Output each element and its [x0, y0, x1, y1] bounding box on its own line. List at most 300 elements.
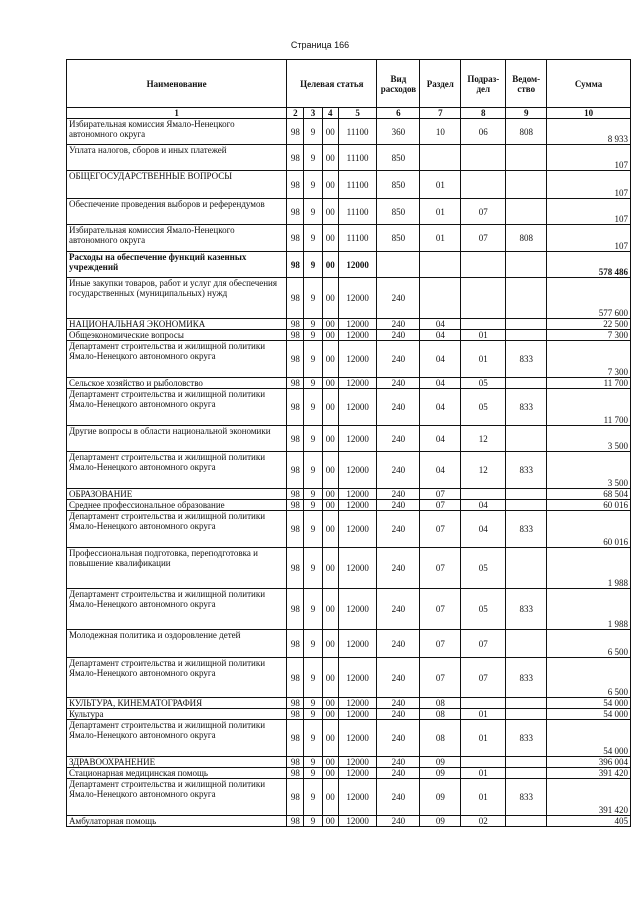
subsection-code: 12	[461, 426, 506, 452]
target-code-3: 00	[322, 658, 338, 698]
department-code: 833	[506, 389, 547, 426]
target-code-4: 12000	[338, 779, 377, 816]
section-code: 10	[420, 119, 461, 145]
target-code-2: 9	[304, 389, 322, 426]
target-code-2: 9	[304, 278, 322, 319]
column-number: 2	[287, 108, 304, 119]
header-section: Раздел	[420, 60, 461, 108]
row-sum: 11 700	[547, 389, 631, 426]
table-row	[67, 225, 631, 252]
target-code-1: 98	[287, 330, 304, 341]
department-code	[506, 319, 547, 330]
subsection-code: 01	[461, 330, 506, 341]
table-row	[67, 768, 631, 779]
target-code-1: 98	[287, 511, 304, 548]
subsection-code: 01	[461, 341, 506, 378]
target-code-4: 12000	[338, 720, 377, 757]
subsection-code: 04	[461, 500, 506, 511]
expense-type: 240	[377, 378, 420, 389]
department-code	[506, 630, 547, 658]
subsection-code	[461, 319, 506, 330]
row-name: Среднее профессиональное образование	[67, 500, 287, 511]
subsection-code: 01	[461, 768, 506, 779]
target-code-4: 12000	[338, 389, 377, 426]
target-code-3: 00	[322, 489, 338, 500]
header-subsection: Подраз- дел	[461, 60, 506, 108]
section-code: 09	[420, 757, 461, 768]
target-code-1: 98	[287, 489, 304, 500]
target-code-3: 00	[322, 252, 338, 278]
subsection-code: 07	[461, 225, 506, 252]
target-code-4: 12000	[338, 658, 377, 698]
target-code-3: 00	[322, 278, 338, 319]
section-code: 04	[420, 330, 461, 341]
target-code-2: 9	[304, 768, 322, 779]
target-code-3: 00	[322, 630, 338, 658]
target-code-4: 12000	[338, 341, 377, 378]
target-code-1: 98	[287, 145, 304, 171]
target-code-4: 12000	[338, 816, 377, 827]
expense-type: 240	[377, 511, 420, 548]
section-code: 07	[420, 658, 461, 698]
row-name: Профессиональная подготовка, переподготовка и повышение квалификации	[67, 548, 287, 589]
section-code: 09	[420, 768, 461, 779]
department-code	[506, 816, 547, 827]
target-code-2: 9	[304, 757, 322, 768]
section-code: 08	[420, 720, 461, 757]
target-code-3: 00	[322, 816, 338, 827]
target-code-4: 12000	[338, 278, 377, 319]
section-code: 08	[420, 709, 461, 720]
column-number-row	[67, 108, 631, 119]
row-sum: 578 486	[547, 252, 631, 278]
section-code: 04	[420, 378, 461, 389]
subsection-code	[461, 278, 506, 319]
target-code-4: 12000	[338, 757, 377, 768]
row-sum: 391 420	[547, 768, 631, 779]
table-row	[67, 630, 631, 658]
target-code-4: 12000	[338, 768, 377, 779]
table-row	[67, 145, 631, 171]
target-code-4: 12000	[338, 378, 377, 389]
header-sum: Сумма	[547, 60, 631, 108]
header-target: Целевая статья	[287, 60, 377, 108]
target-code-2: 9	[304, 511, 322, 548]
department-code: 833	[506, 452, 547, 489]
target-code-2: 9	[304, 341, 322, 378]
section-code: 04	[420, 389, 461, 426]
expense-type: 240	[377, 630, 420, 658]
target-code-1: 98	[287, 119, 304, 145]
target-code-1: 98	[287, 452, 304, 489]
subsection-code	[461, 698, 506, 709]
subsection-code: 05	[461, 378, 506, 389]
target-code-1: 98	[287, 500, 304, 511]
target-code-1: 98	[287, 548, 304, 589]
subsection-code: 06	[461, 119, 506, 145]
section-code: 04	[420, 341, 461, 378]
table-row	[67, 548, 631, 589]
row-sum: 405	[547, 816, 631, 827]
target-code-1: 98	[287, 278, 304, 319]
target-code-1: 98	[287, 768, 304, 779]
target-code-1: 98	[287, 816, 304, 827]
row-name: Амбулаторная помощь	[67, 816, 287, 827]
expense-type: 240	[377, 757, 420, 768]
column-number: 6	[377, 108, 420, 119]
row-name: Расходы на обеспечение функций казенных учреждений	[67, 252, 287, 278]
expense-type: 240	[377, 489, 420, 500]
target-code-3: 00	[322, 511, 338, 548]
target-code-2: 9	[304, 145, 322, 171]
row-name: Иные закупки товаров, работ и услуг для обеспечения государственных (муниципальных) нужд	[67, 278, 287, 319]
table-row	[67, 199, 631, 225]
row-sum: 60 016	[547, 500, 631, 511]
subsection-code: 02	[461, 816, 506, 827]
target-code-3: 00	[322, 426, 338, 452]
section-code	[420, 145, 461, 171]
section-code: 07	[420, 630, 461, 658]
row-sum: 107	[547, 145, 631, 171]
row-name: Уплата налогов, сборов и иных платежей	[67, 145, 287, 171]
target-code-4: 12000	[338, 252, 377, 278]
column-number: 3	[304, 108, 322, 119]
table-row	[67, 658, 631, 698]
row-name: Культура	[67, 709, 287, 720]
target-code-3: 00	[322, 378, 338, 389]
section-code: 04	[420, 319, 461, 330]
row-sum: 1 988	[547, 589, 631, 630]
row-sum: 1 988	[547, 548, 631, 589]
section-code: 08	[420, 698, 461, 709]
section-code: 07	[420, 589, 461, 630]
department-code	[506, 698, 547, 709]
row-sum: 7 300	[547, 330, 631, 341]
target-code-2: 9	[304, 698, 322, 709]
department-code	[506, 278, 547, 319]
table-row	[67, 389, 631, 426]
row-name: ОБЩЕГОСУДАРСТВЕННЫЕ ВОПРОСЫ	[67, 171, 287, 199]
target-code-1: 98	[287, 658, 304, 698]
target-code-4: 11100	[338, 225, 377, 252]
section-code	[420, 252, 461, 278]
row-name: Обеспечение проведения выборов и референдумов	[67, 199, 287, 225]
expense-type: 240	[377, 768, 420, 779]
section-code: 01	[420, 225, 461, 252]
target-code-3: 00	[322, 119, 338, 145]
row-sum: 107	[547, 199, 631, 225]
target-code-4: 12000	[338, 500, 377, 511]
target-code-3: 00	[322, 319, 338, 330]
expense-type: 240	[377, 779, 420, 816]
target-code-2: 9	[304, 330, 322, 341]
target-code-2: 9	[304, 225, 322, 252]
section-code: 09	[420, 779, 461, 816]
column-number: 7	[420, 108, 461, 119]
target-code-1: 98	[287, 426, 304, 452]
header-row	[67, 60, 631, 108]
target-code-4: 12000	[338, 709, 377, 720]
department-code	[506, 548, 547, 589]
section-code: 04	[420, 452, 461, 489]
target-code-2: 9	[304, 171, 322, 199]
subsection-code	[461, 489, 506, 500]
target-code-1: 98	[287, 341, 304, 378]
row-sum: 391 420	[547, 779, 631, 816]
section-code: 07	[420, 511, 461, 548]
department-code: 833	[506, 341, 547, 378]
table-row	[67, 816, 631, 827]
target-code-3: 00	[322, 757, 338, 768]
table-row	[67, 500, 631, 511]
target-code-3: 00	[322, 341, 338, 378]
row-name: Департамент строительства и жилищной политики Ямало-Ненецкого автономного округа	[67, 341, 287, 378]
subsection-code: 05	[461, 589, 506, 630]
table-row	[67, 757, 631, 768]
table-row	[67, 319, 631, 330]
expense-type: 240	[377, 389, 420, 426]
target-code-2: 9	[304, 779, 322, 816]
target-code-4: 12000	[338, 589, 377, 630]
row-name: ЗДРАВООХРАНЕНИЕ	[67, 757, 287, 768]
target-code-2: 9	[304, 630, 322, 658]
target-code-3: 00	[322, 720, 338, 757]
subsection-code: 01	[461, 709, 506, 720]
row-name: Департамент строительства и жилищной политики Ямало-Ненецкого автономного округа	[67, 658, 287, 698]
expense-type: 360	[377, 119, 420, 145]
section-code: 07	[420, 489, 461, 500]
department-code	[506, 426, 547, 452]
target-code-2: 9	[304, 452, 322, 489]
target-code-3: 00	[322, 500, 338, 511]
row-sum: 54 000	[547, 709, 631, 720]
target-code-1: 98	[287, 252, 304, 278]
table-row	[67, 119, 631, 145]
department-code	[506, 330, 547, 341]
row-sum: 107	[547, 225, 631, 252]
target-code-4: 11100	[338, 145, 377, 171]
target-code-4: 12000	[338, 511, 377, 548]
target-code-3: 00	[322, 768, 338, 779]
table-row	[67, 452, 631, 489]
target-code-4: 11100	[338, 119, 377, 145]
target-code-4: 12000	[338, 698, 377, 709]
row-sum: 3 500	[547, 452, 631, 489]
target-code-2: 9	[304, 319, 322, 330]
department-code	[506, 709, 547, 720]
expense-type: 850	[377, 199, 420, 225]
page-label: Страница 166	[290, 40, 350, 50]
row-sum: 6 500	[547, 658, 631, 698]
target-code-2: 9	[304, 426, 322, 452]
row-name: Общеэкономические вопросы	[67, 330, 287, 341]
target-code-1: 98	[287, 171, 304, 199]
row-name: Департамент строительства и жилищной политики Ямало-Ненецкого автономного округа	[67, 720, 287, 757]
header-type: Вид расходов	[377, 60, 420, 108]
column-number: 8	[461, 108, 506, 119]
section-code: 04	[420, 426, 461, 452]
target-code-2: 9	[304, 709, 322, 720]
expense-type: 240	[377, 658, 420, 698]
expense-type: 240	[377, 698, 420, 709]
target-code-1: 98	[287, 199, 304, 225]
row-sum: 577 600	[547, 278, 631, 319]
target-code-3: 00	[322, 225, 338, 252]
column-number: 5	[338, 108, 377, 119]
department-code	[506, 489, 547, 500]
row-sum: 8 933	[547, 119, 631, 145]
expense-type: 240	[377, 709, 420, 720]
row-name: Департамент строительства и жилищной политики Ямало-Ненецкого автономного округа	[67, 779, 287, 816]
table-row	[67, 426, 631, 452]
target-code-1: 98	[287, 757, 304, 768]
target-code-1: 98	[287, 319, 304, 330]
row-sum: 60 016	[547, 511, 631, 548]
table-row	[67, 171, 631, 199]
row-name: ОБРАЗОВАНИЕ	[67, 489, 287, 500]
expense-type: 240	[377, 452, 420, 489]
department-code	[506, 199, 547, 225]
row-name: Департамент строительства и жилищной политики Ямало-Ненецкого автономного округа	[67, 589, 287, 630]
expense-type: 240	[377, 589, 420, 630]
department-code: 833	[506, 720, 547, 757]
column-number: 9	[506, 108, 547, 119]
target-code-1: 98	[287, 698, 304, 709]
subsection-code: 07	[461, 630, 506, 658]
section-code	[420, 278, 461, 319]
target-code-3: 00	[322, 452, 338, 489]
row-sum: 54 000	[547, 720, 631, 757]
expense-type: 850	[377, 171, 420, 199]
table-row	[67, 698, 631, 709]
department-code: 833	[506, 589, 547, 630]
row-sum: 396 004	[547, 757, 631, 768]
expense-type: 240	[377, 319, 420, 330]
target-code-1: 98	[287, 378, 304, 389]
column-number: 4	[322, 108, 338, 119]
expense-type	[377, 252, 420, 278]
row-name: Молодежная политика и оздоровление детей	[67, 630, 287, 658]
expense-type: 240	[377, 426, 420, 452]
target-code-2: 9	[304, 252, 322, 278]
department-code: 833	[506, 511, 547, 548]
table-row	[67, 511, 631, 548]
header-name: Наименование	[67, 60, 287, 108]
target-code-1: 98	[287, 779, 304, 816]
department-code	[506, 500, 547, 511]
table-row	[67, 341, 631, 378]
target-code-4: 12000	[338, 548, 377, 589]
table-row	[67, 720, 631, 757]
section-code: 07	[420, 500, 461, 511]
budget-table	[66, 59, 631, 827]
department-code	[506, 171, 547, 199]
target-code-2: 9	[304, 199, 322, 225]
target-code-2: 9	[304, 548, 322, 589]
expense-type: 850	[377, 225, 420, 252]
department-code	[506, 252, 547, 278]
expense-type: 240	[377, 720, 420, 757]
table-body	[67, 119, 631, 827]
section-code: 09	[420, 816, 461, 827]
target-code-2: 9	[304, 589, 322, 630]
row-name: Департамент строительства и жилищной политики Ямало-Ненецкого автономного округа	[67, 452, 287, 489]
target-code-3: 00	[322, 330, 338, 341]
target-code-4: 12000	[338, 452, 377, 489]
row-sum: 7 300	[547, 341, 631, 378]
subsection-code: 12	[461, 452, 506, 489]
target-code-1: 98	[287, 589, 304, 630]
target-code-4: 11100	[338, 171, 377, 199]
row-name: Другие вопросы в области национальной экономики	[67, 426, 287, 452]
target-code-4: 12000	[338, 330, 377, 341]
department-code: 833	[506, 779, 547, 816]
row-name: Стационарная медицинская помощь	[67, 768, 287, 779]
row-name: КУЛЬТУРА, КИНЕМАТОГРАФИЯ	[67, 698, 287, 709]
target-code-3: 00	[322, 548, 338, 589]
target-code-4: 12000	[338, 319, 377, 330]
department-code	[506, 145, 547, 171]
target-code-3: 00	[322, 589, 338, 630]
target-code-3: 00	[322, 145, 338, 171]
table-row	[67, 489, 631, 500]
subsection-code: 01	[461, 779, 506, 816]
target-code-1: 98	[287, 720, 304, 757]
section-code: 01	[420, 199, 461, 225]
target-code-4: 11100	[338, 199, 377, 225]
subsection-code	[461, 252, 506, 278]
row-name: Департамент строительства и жилищной политики Ямало-Ненецкого автономного округа	[67, 389, 287, 426]
target-code-4: 12000	[338, 630, 377, 658]
subsection-code	[461, 757, 506, 768]
expense-type: 240	[377, 278, 420, 319]
target-code-2: 9	[304, 500, 322, 511]
target-code-4: 12000	[338, 489, 377, 500]
expense-type: 240	[377, 330, 420, 341]
row-name: НАЦИОНАЛЬНАЯ ЭКОНОМИКА	[67, 319, 287, 330]
section-code: 01	[420, 171, 461, 199]
subsection-code: 05	[461, 548, 506, 589]
row-name: Сельское хозяйство и рыболовство	[67, 378, 287, 389]
header-department: Ведом- ство	[506, 60, 547, 108]
target-code-3: 00	[322, 389, 338, 426]
target-code-2: 9	[304, 489, 322, 500]
row-sum: 3 500	[547, 426, 631, 452]
subsection-code: 07	[461, 658, 506, 698]
table-row	[67, 278, 631, 319]
table-row	[67, 330, 631, 341]
target-code-2: 9	[304, 378, 322, 389]
row-sum: 68 504	[547, 489, 631, 500]
row-name: Департамент строительства и жилищной политики Ямало-Ненецкого автономного округа	[67, 511, 287, 548]
target-code-3: 00	[322, 698, 338, 709]
row-sum: 11 700	[547, 378, 631, 389]
target-code-1: 98	[287, 225, 304, 252]
subsection-code: 07	[461, 199, 506, 225]
department-code: 808	[506, 225, 547, 252]
table-row	[67, 378, 631, 389]
department-code: 808	[506, 119, 547, 145]
row-sum: 107	[547, 171, 631, 199]
column-number: 10	[547, 108, 631, 119]
target-code-1: 98	[287, 389, 304, 426]
expense-type: 240	[377, 341, 420, 378]
row-sum: 54 000	[547, 698, 631, 709]
row-sum: 6 500	[547, 630, 631, 658]
department-code	[506, 768, 547, 779]
target-code-3: 00	[322, 199, 338, 225]
section-code: 07	[420, 548, 461, 589]
